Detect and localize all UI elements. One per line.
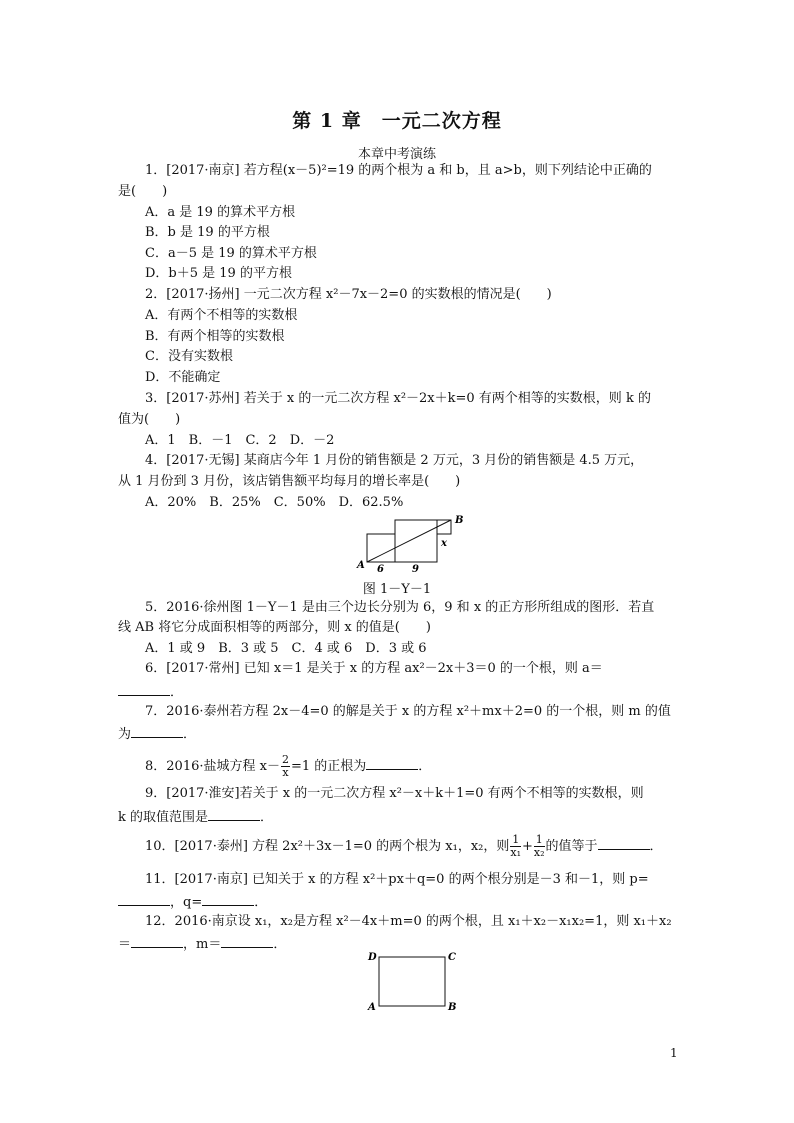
question-3-text-cont: 值为( ) — [118, 412, 181, 427]
figure-squares-diagram — [355, 512, 475, 574]
question-1-text-cont: 是( ) — [118, 184, 168, 199]
answer-blank[interactable] — [131, 725, 183, 738]
answer-blank[interactable] — [208, 808, 260, 821]
label-d: D — [368, 952, 377, 963]
answer-blank[interactable] — [202, 893, 254, 906]
square-9 — [395, 520, 437, 562]
question-3-options: A．1 B．－1 C．2 D．－2 — [145, 433, 335, 448]
question-1-option-c: C．a－5 是 19 的算术平方根 — [145, 246, 317, 261]
answer-blank[interactable] — [598, 837, 650, 850]
question-9-text: 9．[2017·淮安]若关于 x 的一元二次方程 x²－x＋k＋1=0 有两个不相等的实数根，则 — [145, 786, 644, 801]
fraction: $\frac{1}{\text{x₂}}$ — [533, 833, 545, 859]
question-4-text: 4．[2017·无锡] 某商店今年 1 月份的销售额是 2 万元，3 月份的销售额是 4.5 万元， — [145, 453, 644, 468]
label-a: A — [357, 560, 365, 571]
figure-1-caption: 图 1－Y－1 — [362, 582, 432, 597]
label-9: 9 — [412, 564, 419, 574]
rectangle — [379, 957, 445, 1006]
label-a: A — [368, 1002, 376, 1013]
question-12-answer-line: ＝ ，m＝ ． — [118, 937, 287, 952]
square-6 — [367, 534, 395, 562]
question-6-answer-line: ． — [118, 683, 183, 701]
question-1-option-a: A．a 是 19 的算术平方根 — [145, 205, 296, 220]
question-7-text: 7．2016·泰州若方程 2x－4=0 的解是关于 x 的方程 x²＋mx＋2=0 的一个根，则 m 的值 — [145, 704, 671, 719]
chapter-title: 第 1 章 一元二次方程 — [292, 110, 502, 132]
answer-blank[interactable] — [366, 757, 418, 770]
question-3-text: 3．[2017·苏州] 若关于 x 的一元二次方程 x²－2x＋k=0 有两个相等的实数根，则 k 的 — [145, 391, 651, 406]
question-2-option-d: D．不能确定 — [145, 370, 221, 385]
question-4-options: A．20% B．25% C．50% D．62.5% — [145, 495, 404, 510]
question-1-text: 1．[2017·南京] 若方程(x－5)²=19 的两个根为 a 和 b，且 a>b，则下列结论中正确的 — [145, 163, 652, 178]
page-number: 1 — [670, 1046, 678, 1060]
answer-blank[interactable] — [118, 683, 170, 696]
question-5-options: A．1 或 9 B．3 或 5 C．4 或 6 D．3 或 6 — [145, 641, 427, 656]
question-7-answer-line: 为 ． — [118, 727, 197, 742]
question-1-option-d: D．b＋5 是 19 的平方根 — [145, 266, 292, 281]
question-11-text: 11．[2017·南京] 已知关于 x 的方程 x²＋px＋q=0 的两个根分别是－3 和－1，则 p= — [145, 872, 649, 887]
question-9-answer-line: k 的取值范围是 ． — [118, 810, 274, 825]
question-10-text: 10．[2017·泰州] 方程 2x²＋3x－1=0 的两个根为 x₁，x₂，则 $\frac{1}{\text{x₁}}$ + $\frac{1}{\text{x₂}}$ 的值等于 ． — [145, 833, 663, 859]
label-x: x — [441, 538, 447, 549]
answer-blank[interactable] — [221, 935, 273, 948]
question-2-text: 2．[2017·扬州] 一元二次方程 x²－7x－2=0 的实数根的情况是( ) — [145, 287, 552, 302]
label-c: C — [448, 952, 456, 963]
question-8-text: 8．2016·盐城方程 x－ $\frac{2}{x}$ =1 的正根为 ． — [145, 753, 432, 779]
question-1-option-b: B．b 是 19 的平方根 — [145, 225, 270, 240]
question-5-text-cont: 线 AB 将它分成面积相等的两部分，则 x 的值是( ) — [118, 620, 431, 635]
question-12-text: 12．2016·南京设 x₁，x₂是方程 x²－4x＋m=0 的两个根，且 x₁＋x₂－x₁x₂=1，则 x₁＋x₂ — [145, 914, 672, 929]
answer-blank[interactable] — [118, 893, 170, 906]
answer-blank[interactable] — [131, 935, 183, 948]
square-x — [437, 520, 451, 534]
question-4-text-cont: 从 1 月份到 3 月份，该店销售额平均每月的增长率是( ) — [118, 474, 461, 489]
label-b: B — [455, 515, 464, 526]
line-ab — [367, 520, 451, 562]
question-2-option-b: B．有两个相等的实数根 — [145, 329, 285, 344]
label-b: B — [448, 1002, 457, 1013]
question-6-text: 6．[2017·常州] 已知 x＝1 是关于 x 的方程 ax²－2x＋3＝0 的一个根，则 a＝ — [145, 661, 603, 676]
label-6: 6 — [377, 564, 384, 574]
figure-rectangle-abcd — [365, 948, 460, 1014]
question-2-option-c: C．没有实数根 — [145, 349, 233, 364]
fraction: $\frac{2}{x}$ — [281, 753, 289, 779]
question-11-answer-line: ，q= ． — [118, 893, 267, 911]
question-2-option-a: A．有两个不相等的实数根 — [145, 308, 298, 323]
question-5-text: 5．2016·徐州图 1－Y－1 是由三个边长分别为 6，9 和 x 的正方形所组成的图形．若直 — [145, 600, 655, 615]
fraction: $\frac{1}{\text{x₁}}$ — [510, 833, 521, 859]
section-subtitle: 本章中考演练 — [357, 147, 436, 162]
